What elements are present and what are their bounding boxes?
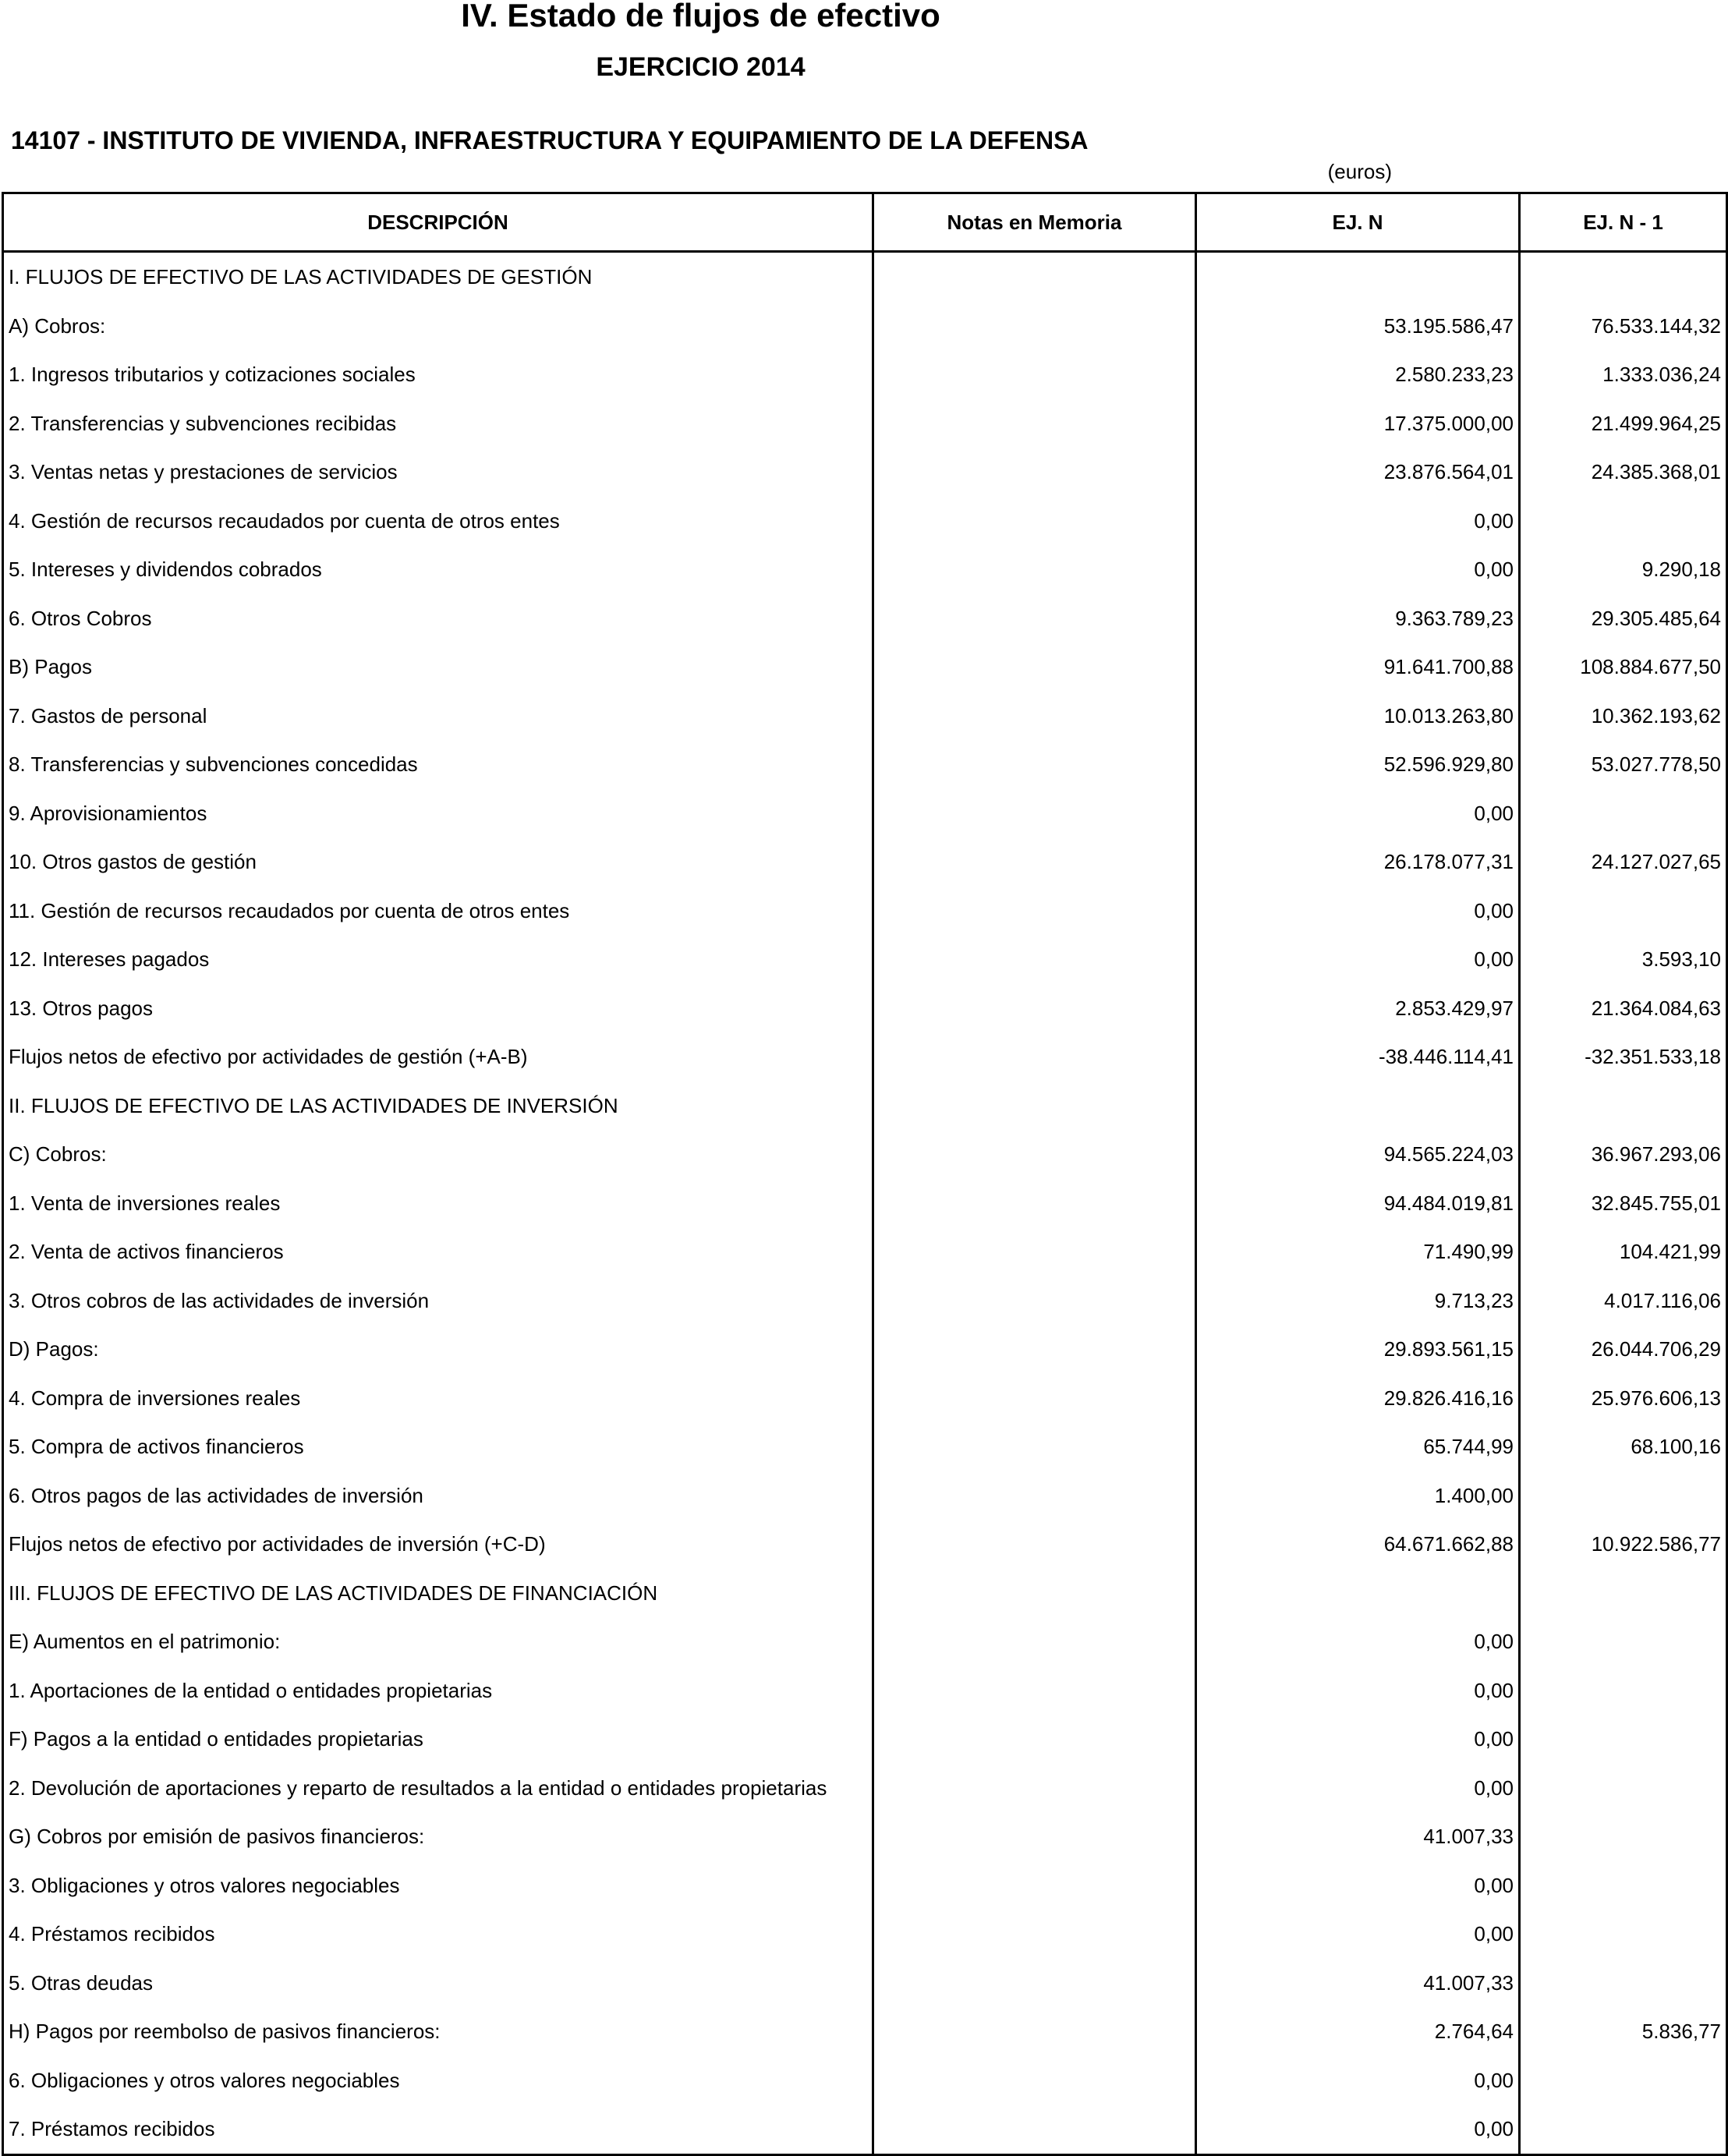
row-notes [873, 1276, 1196, 1326]
row-value-year-n: 41.007,33 [1196, 1812, 1520, 1861]
table-row [3, 302, 1727, 351]
row-notes [873, 1325, 1196, 1374]
row-value-year-n-1 [1520, 1666, 1727, 1715]
row-notes [873, 1179, 1196, 1228]
table-row [3, 594, 1727, 643]
row-notes [873, 1764, 1196, 1813]
row-notes [873, 1910, 1196, 1959]
row-value-year-n: 0,00 [1196, 1764, 1520, 1813]
row-description: 1. Aportaciones de la entidad o entidades propietarias [3, 1666, 873, 1715]
header-notes: Notas en Memoria [873, 193, 1196, 252]
row-notes [873, 887, 1196, 936]
row-value-year-n: 2.853.429,97 [1196, 984, 1520, 1033]
row-description: II. FLUJOS DE EFECTIVO DE LAS ACTIVIDADES DE INVERSIÓN [3, 1082, 873, 1131]
row-description: 9. Aprovisionamientos [3, 789, 873, 838]
row-value-year-n-1 [1520, 1812, 1727, 1861]
row-value-year-n: 2.580.233,23 [1196, 350, 1520, 399]
table-row [3, 740, 1727, 789]
row-value-year-n: 0,00 [1196, 887, 1520, 936]
row-description: 6. Obligaciones y otros valores negociables [3, 2056, 873, 2105]
row-description: 8. Transferencias y subvenciones concedidas [3, 740, 873, 789]
row-value-year-n-1: 5.836,77 [1520, 2007, 1727, 2056]
row-value-year-n: 0,00 [1196, 497, 1520, 546]
row-value-year-n-1: 24.385.368,01 [1520, 448, 1727, 497]
row-value-year-n-1 [1520, 497, 1727, 546]
row-notes [873, 1617, 1196, 1666]
table-row [3, 1082, 1727, 1131]
row-value-year-n: 29.893.561,15 [1196, 1325, 1520, 1374]
table-row [3, 1617, 1727, 1666]
table-row [3, 1374, 1727, 1423]
row-notes [873, 350, 1196, 399]
row-value-year-n-1 [1520, 1617, 1727, 1666]
table-row [3, 1764, 1727, 1813]
row-value-year-n-1: 10.922.586,77 [1520, 1520, 1727, 1569]
row-description: Flujos netos de efectivo por actividades de inversión (+C-D) [3, 1520, 873, 1569]
row-description: A) Cobros: [3, 302, 873, 351]
row-value-year-n-1: 21.364.084,63 [1520, 984, 1727, 1033]
row-value-year-n [1196, 1082, 1520, 1131]
row-value-year-n: 94.484.019,81 [1196, 1179, 1520, 1228]
table-row [3, 935, 1727, 984]
table-row [3, 1032, 1727, 1082]
row-value-year-n-1: 10.362.193,62 [1520, 692, 1727, 741]
row-notes [873, 1715, 1196, 1764]
entity-name: 14107 - INSTITUTO DE VIVIENDA, INFRAESTRUCTURA Y EQUIPAMIENTO DE LA DEFENSA [11, 126, 1089, 154]
row-value-year-n: 41.007,33 [1196, 1959, 1520, 2008]
table-row [3, 1569, 1727, 1618]
row-value-year-n-1 [1520, 1715, 1727, 1764]
row-value-year-n: 0,00 [1196, 789, 1520, 838]
row-value-year-n-1: 29.305.485,64 [1520, 594, 1727, 643]
row-description: H) Pagos por reembolso de pasivos financieros: [3, 2007, 873, 2056]
row-value-year-n-1: 32.845.755,01 [1520, 1179, 1727, 1228]
row-value-year-n-1: 76.533.144,32 [1520, 302, 1727, 351]
table-row [3, 1666, 1727, 1715]
row-notes [873, 1812, 1196, 1861]
table-row [3, 984, 1727, 1033]
row-value-year-n: 64.671.662,88 [1196, 1520, 1520, 1569]
row-notes [873, 837, 1196, 887]
table-row [3, 350, 1727, 399]
table-row [3, 1959, 1727, 2008]
table-row [3, 1861, 1727, 1910]
row-value-year-n: 65.744,99 [1196, 1422, 1520, 1471]
row-notes [873, 1130, 1196, 1179]
row-value-year-n: 0,00 [1196, 1617, 1520, 1666]
row-value-year-n: 17.375.000,00 [1196, 399, 1520, 448]
row-value-year-n-1: 25.976.606,13 [1520, 1374, 1727, 1423]
row-value-year-n: 0,00 [1196, 1666, 1520, 1715]
row-notes [873, 497, 1196, 546]
row-value-year-n-1 [1520, 1569, 1727, 1618]
row-description: I. FLUJOS DE EFECTIVO DE LAS ACTIVIDADES DE GESTIÓN [3, 252, 873, 302]
row-description: 5. Otras deudas [3, 1959, 873, 2008]
row-value-year-n-1: 68.100,16 [1520, 1422, 1727, 1471]
row-notes [873, 1666, 1196, 1715]
header-year-n: EJ. N [1196, 193, 1520, 252]
row-value-year-n-1 [1520, 1471, 1727, 1521]
row-value-year-n: 0,00 [1196, 1715, 1520, 1764]
row-notes [873, 692, 1196, 741]
row-notes [873, 252, 1196, 302]
row-description: F) Pagos a la entidad o entidades propietarias [3, 1715, 873, 1764]
row-description: 1. Ingresos tributarios y cotizaciones sociales [3, 350, 873, 399]
table-row [3, 2007, 1727, 2056]
row-notes [873, 2105, 1196, 2154]
row-value-year-n: 10.013.263,80 [1196, 692, 1520, 741]
table-row [3, 1325, 1727, 1374]
row-notes [873, 935, 1196, 984]
currency-units: (euros) [1327, 160, 1392, 183]
row-description: 2. Venta de activos financieros [3, 1227, 873, 1276]
row-description: 11. Gestión de recursos recaudados por cuenta de otros entes [3, 887, 873, 936]
row-value-year-n-1 [1520, 2105, 1727, 2154]
row-description: 2. Devolución de aportaciones y reparto de resultados a la entidad o entidades propietarias [3, 1764, 873, 1813]
row-value-year-n: 26.178.077,31 [1196, 837, 1520, 887]
row-notes [873, 1861, 1196, 1910]
row-description: 3. Otros cobros de las actividades de inversión [3, 1276, 873, 1326]
row-description: 5. Compra de activos financieros [3, 1422, 873, 1471]
row-notes [873, 1032, 1196, 1082]
row-description: 4. Gestión de recursos recaudados por cuenta de otros entes [3, 497, 873, 546]
row-value-year-n: 2.764,64 [1196, 2007, 1520, 2056]
table-row [3, 837, 1727, 887]
row-value-year-n: 9.713,23 [1196, 1276, 1520, 1326]
row-value-year-n: -38.446.114,41 [1196, 1032, 1520, 1082]
row-value-year-n: 0,00 [1196, 1861, 1520, 1910]
row-description: 2. Transferencias y subvenciones recibidas [3, 399, 873, 448]
row-description: G) Cobros por emisión de pasivos financieros: [3, 1812, 873, 1861]
row-value-year-n-1: 108.884.677,50 [1520, 643, 1727, 692]
table-row [3, 1812, 1727, 1861]
row-notes [873, 1082, 1196, 1131]
row-description: 3. Ventas netas y prestaciones de servicios [3, 448, 873, 497]
row-value-year-n: 0,00 [1196, 935, 1520, 984]
row-notes [873, 399, 1196, 448]
row-description: D) Pagos: [3, 1325, 873, 1374]
row-description: 6. Otros Cobros [3, 594, 873, 643]
row-value-year-n-1: 104.421,99 [1520, 1227, 1727, 1276]
table-row [3, 692, 1727, 741]
table-header-row [3, 193, 1727, 252]
row-value-year-n: 29.826.416,16 [1196, 1374, 1520, 1423]
table-row [3, 2105, 1727, 2154]
row-value-year-n: 23.876.564,01 [1196, 448, 1520, 497]
row-notes [873, 302, 1196, 351]
row-notes [873, 2007, 1196, 2056]
row-notes [873, 1422, 1196, 1471]
document-title: IV. Estado de flujos de efectivo [461, 0, 940, 34]
row-description: 1. Venta de inversiones reales [3, 1179, 873, 1228]
exercise-year: EJERCICIO 2014 [596, 52, 806, 82]
table-row [3, 399, 1727, 448]
row-description: 7. Gastos de personal [3, 692, 873, 741]
table-row [3, 643, 1727, 692]
table-row [3, 789, 1727, 838]
table-row [3, 1227, 1727, 1276]
row-notes [873, 643, 1196, 692]
row-description: Flujos netos de efectivo por actividades de gestión (+A-B) [3, 1032, 873, 1082]
row-value-year-n-1: 4.017.116,06 [1520, 1276, 1727, 1326]
row-description: 4. Compra de inversiones reales [3, 1374, 873, 1423]
row-notes [873, 789, 1196, 838]
table-row [3, 1471, 1727, 1521]
row-value-year-n: 1.400,00 [1196, 1471, 1520, 1521]
header-description: DESCRIPCIÓN [3, 193, 873, 252]
row-value-year-n-1 [1520, 1910, 1727, 1959]
row-notes [873, 545, 1196, 594]
table-row [3, 497, 1727, 546]
row-value-year-n-1 [1520, 789, 1727, 838]
table-row [3, 1276, 1727, 1326]
table-row [3, 545, 1727, 594]
row-value-year-n: 9.363.789,23 [1196, 594, 1520, 643]
row-value-year-n: 0,00 [1196, 1910, 1520, 1959]
row-description: 7. Préstamos recibidos [3, 2105, 873, 2154]
row-value-year-n-1 [1520, 252, 1727, 302]
table-row [3, 887, 1727, 936]
row-value-year-n-1 [1520, 1861, 1727, 1910]
row-value-year-n [1196, 252, 1520, 302]
row-description: 3. Obligaciones y otros valores negociables [3, 1861, 873, 1910]
row-description: 12. Intereses pagados [3, 935, 873, 984]
row-value-year-n-1: -32.351.533,18 [1520, 1032, 1727, 1082]
row-notes [873, 1959, 1196, 2008]
table-row [3, 2056, 1727, 2105]
table-row [3, 1130, 1727, 1179]
row-value-year-n-1: 3.593,10 [1520, 935, 1727, 984]
table-row [3, 1520, 1727, 1569]
row-notes [873, 594, 1196, 643]
row-value-year-n: 52.596.929,80 [1196, 740, 1520, 789]
row-value-year-n: 91.641.700,88 [1196, 643, 1520, 692]
row-value-year-n-1: 36.967.293,06 [1520, 1130, 1727, 1179]
row-description: 10. Otros gastos de gestión [3, 837, 873, 887]
row-value-year-n [1196, 1569, 1520, 1618]
row-value-year-n: 53.195.586,47 [1196, 302, 1520, 351]
row-value-year-n-1: 1.333.036,24 [1520, 350, 1727, 399]
row-value-year-n-1 [1520, 887, 1727, 936]
row-value-year-n-1: 9.290,18 [1520, 545, 1727, 594]
row-notes [873, 1374, 1196, 1423]
table-row [3, 1422, 1727, 1471]
table-row [3, 1715, 1727, 1764]
row-value-year-n-1: 26.044.706,29 [1520, 1325, 1727, 1374]
row-notes [873, 1227, 1196, 1276]
row-notes [873, 1471, 1196, 1521]
row-description: B) Pagos [3, 643, 873, 692]
row-description: 4. Préstamos recibidos [3, 1910, 873, 1959]
table-row [3, 1179, 1727, 1228]
row-value-year-n: 0,00 [1196, 2105, 1520, 2154]
row-value-year-n: 71.490,99 [1196, 1227, 1520, 1276]
row-value-year-n-1: 21.499.964,25 [1520, 399, 1727, 448]
row-value-year-n: 0,00 [1196, 545, 1520, 594]
row-description: C) Cobros: [3, 1130, 873, 1179]
row-value-year-n-1 [1520, 1082, 1727, 1131]
row-description: E) Aumentos en el patrimonio: [3, 1617, 873, 1666]
row-value-year-n: 0,00 [1196, 2056, 1520, 2105]
table-row [3, 252, 1727, 302]
table-row [3, 448, 1727, 497]
row-notes [873, 448, 1196, 497]
row-description: 5. Intereses y dividendos cobrados [3, 545, 873, 594]
row-notes [873, 984, 1196, 1033]
row-notes [873, 1520, 1196, 1569]
row-value-year-n-1: 24.127.027,65 [1520, 837, 1727, 887]
row-value-year-n: 94.565.224,03 [1196, 1130, 1520, 1179]
row-notes [873, 740, 1196, 789]
row-value-year-n-1 [1520, 1959, 1727, 2008]
row-notes [873, 1569, 1196, 1618]
row-description: III. FLUJOS DE EFECTIVO DE LAS ACTIVIDADES DE FINANCIACIÓN [3, 1569, 873, 1618]
row-value-year-n-1 [1520, 2056, 1727, 2105]
row-value-year-n-1: 53.027.778,50 [1520, 740, 1727, 789]
table-row [3, 1910, 1727, 1959]
cash-flow-table [2, 192, 1728, 2156]
row-notes [873, 2056, 1196, 2105]
row-description: 6. Otros pagos de las actividades de inversión [3, 1471, 873, 1521]
row-description: 13. Otros pagos [3, 984, 873, 1033]
header-year-n-1: EJ. N - 1 [1520, 193, 1727, 252]
row-value-year-n-1 [1520, 1764, 1727, 1813]
